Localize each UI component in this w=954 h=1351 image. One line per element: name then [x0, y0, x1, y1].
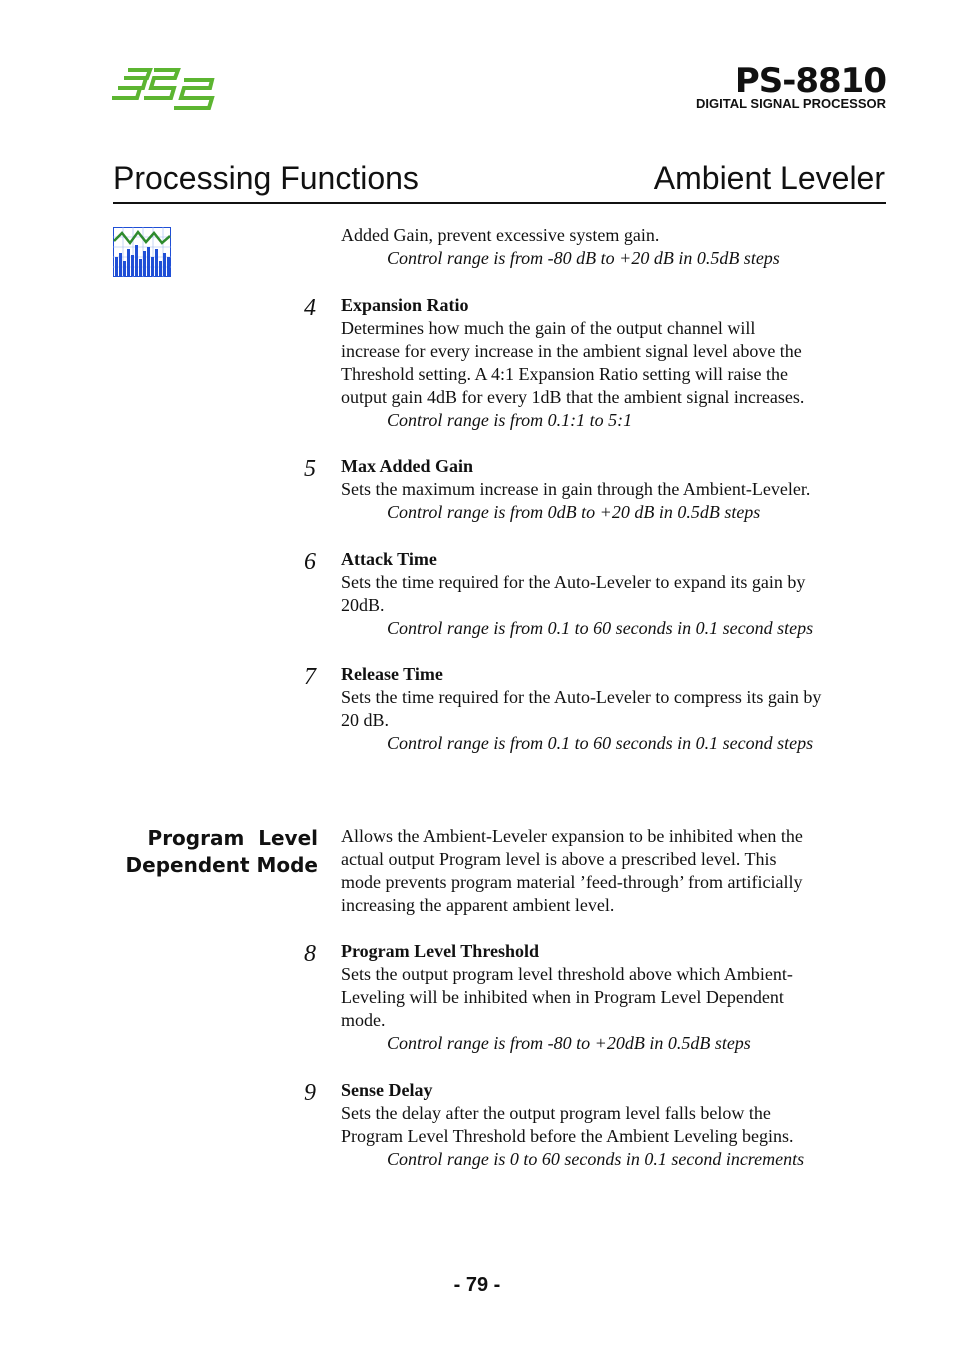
item-heading: Expansion Ratio	[341, 295, 469, 315]
intro-range: Control range is from -80 dB to +20 dB in 0.5dB steps	[387, 248, 780, 268]
ambient-leveler-icon	[113, 227, 171, 277]
item-heading: Attack Time	[341, 549, 437, 569]
release-time-section	[341, 663, 891, 755]
item-number-8: 8	[304, 941, 316, 967]
item-heading: Max Added Gain	[341, 456, 474, 476]
title-divider	[113, 202, 886, 204]
item-line: Sets the maximum increase in gain through the Ambient-Leveler.	[341, 479, 811, 499]
item-line: increase for every increase in the ambient signal level above the	[341, 341, 802, 361]
item-range: Control range is from 0dB to +20 dB in 0.5dB steps	[387, 502, 761, 522]
item-range: Control range is from -80 to +20dB in 0.5dB steps	[387, 1033, 751, 1053]
item-line: 20dB.	[341, 595, 385, 615]
item-line: Determines how much the gain of the output channel will	[341, 318, 756, 338]
program-mode-description	[341, 825, 891, 917]
item-number-9: 9	[304, 1080, 316, 1106]
item-range: Control range is from 0.1 to 60 seconds in 0.1 second steps	[387, 733, 814, 753]
item-range: Control range is 0 to 60 seconds in 0.1 second increments	[387, 1149, 805, 1169]
item-number-6: 6	[304, 549, 316, 575]
description-line: increasing the apparent ambient level.	[341, 895, 615, 915]
item-line: Sets the time required for the Auto-Leveler to compress its gain by	[341, 687, 822, 707]
attack-time-section	[341, 548, 891, 640]
item-heading: Program Level Threshold	[341, 941, 539, 961]
item-line: Program Level Threshold before the Ambient Leveling begins.	[341, 1126, 794, 1146]
item-range: Control range is from 0.1:1 to 5:1	[387, 410, 633, 430]
program-mode-heading-line: Dependent Mode	[125, 853, 318, 877]
program-mode-heading-line: Program Level	[147, 826, 318, 850]
description-line: actual output Program level is above a prescribed level. This	[341, 849, 777, 869]
section-title: Processing Functions	[113, 160, 419, 196]
product-subtitle: DIGITAL SIGNAL PROCESSOR	[696, 96, 886, 111]
item-number-4: 4	[304, 295, 316, 321]
item-line: Sets the output program level threshold above which Ambient-	[341, 964, 793, 984]
item-line: Sets the time required for the Auto-Leveler to expand its gain by	[341, 572, 806, 592]
item-line: output gain 4dB for every 1dB that the ambient signal increases.	[341, 387, 805, 407]
max-added-gain-section	[341, 455, 891, 524]
item-line: Threshold setting. A 4:1 Expansion Ratio setting will raise the	[341, 364, 788, 384]
item-line: 20 dB.	[341, 710, 390, 730]
sense-delay-section	[341, 1079, 891, 1171]
item-heading: Release Time	[341, 664, 443, 684]
item-range: Control range is from 0.1 to 60 seconds in 0.1 second steps	[387, 618, 814, 638]
item-number-7: 7	[304, 664, 316, 690]
bss-logo	[112, 53, 218, 114]
svg-text:BSS: BSS	[112, 53, 141, 70]
product-block	[696, 61, 886, 111]
program-mode-heading	[100, 825, 318, 879]
item-line: Leveling will be inhibited when in Program Level Dependent	[341, 987, 784, 1007]
item-number-5: 5	[304, 456, 316, 482]
description-line: Allows the Ambient-Leveler expansion to be inhibited when the	[341, 826, 803, 846]
item-line: Sets the delay after the output program level falls below the	[341, 1103, 771, 1123]
program-level-threshold-section	[341, 940, 891, 1055]
model-name: PS-8810	[734, 61, 886, 101]
description-line: mode prevents program material ’feed-through’ from artificially	[341, 872, 803, 892]
item-heading: Sense Delay	[341, 1080, 433, 1100]
expansion-ratio-section	[341, 294, 891, 432]
page-number: - 79 -	[453, 1274, 501, 1296]
intro-text: Added Gain, prevent excessive system gain.	[341, 225, 660, 245]
item-line: mode.	[341, 1010, 386, 1030]
intro-paragraph	[341, 224, 891, 270]
topic-title: Ambient Leveler	[653, 160, 885, 196]
